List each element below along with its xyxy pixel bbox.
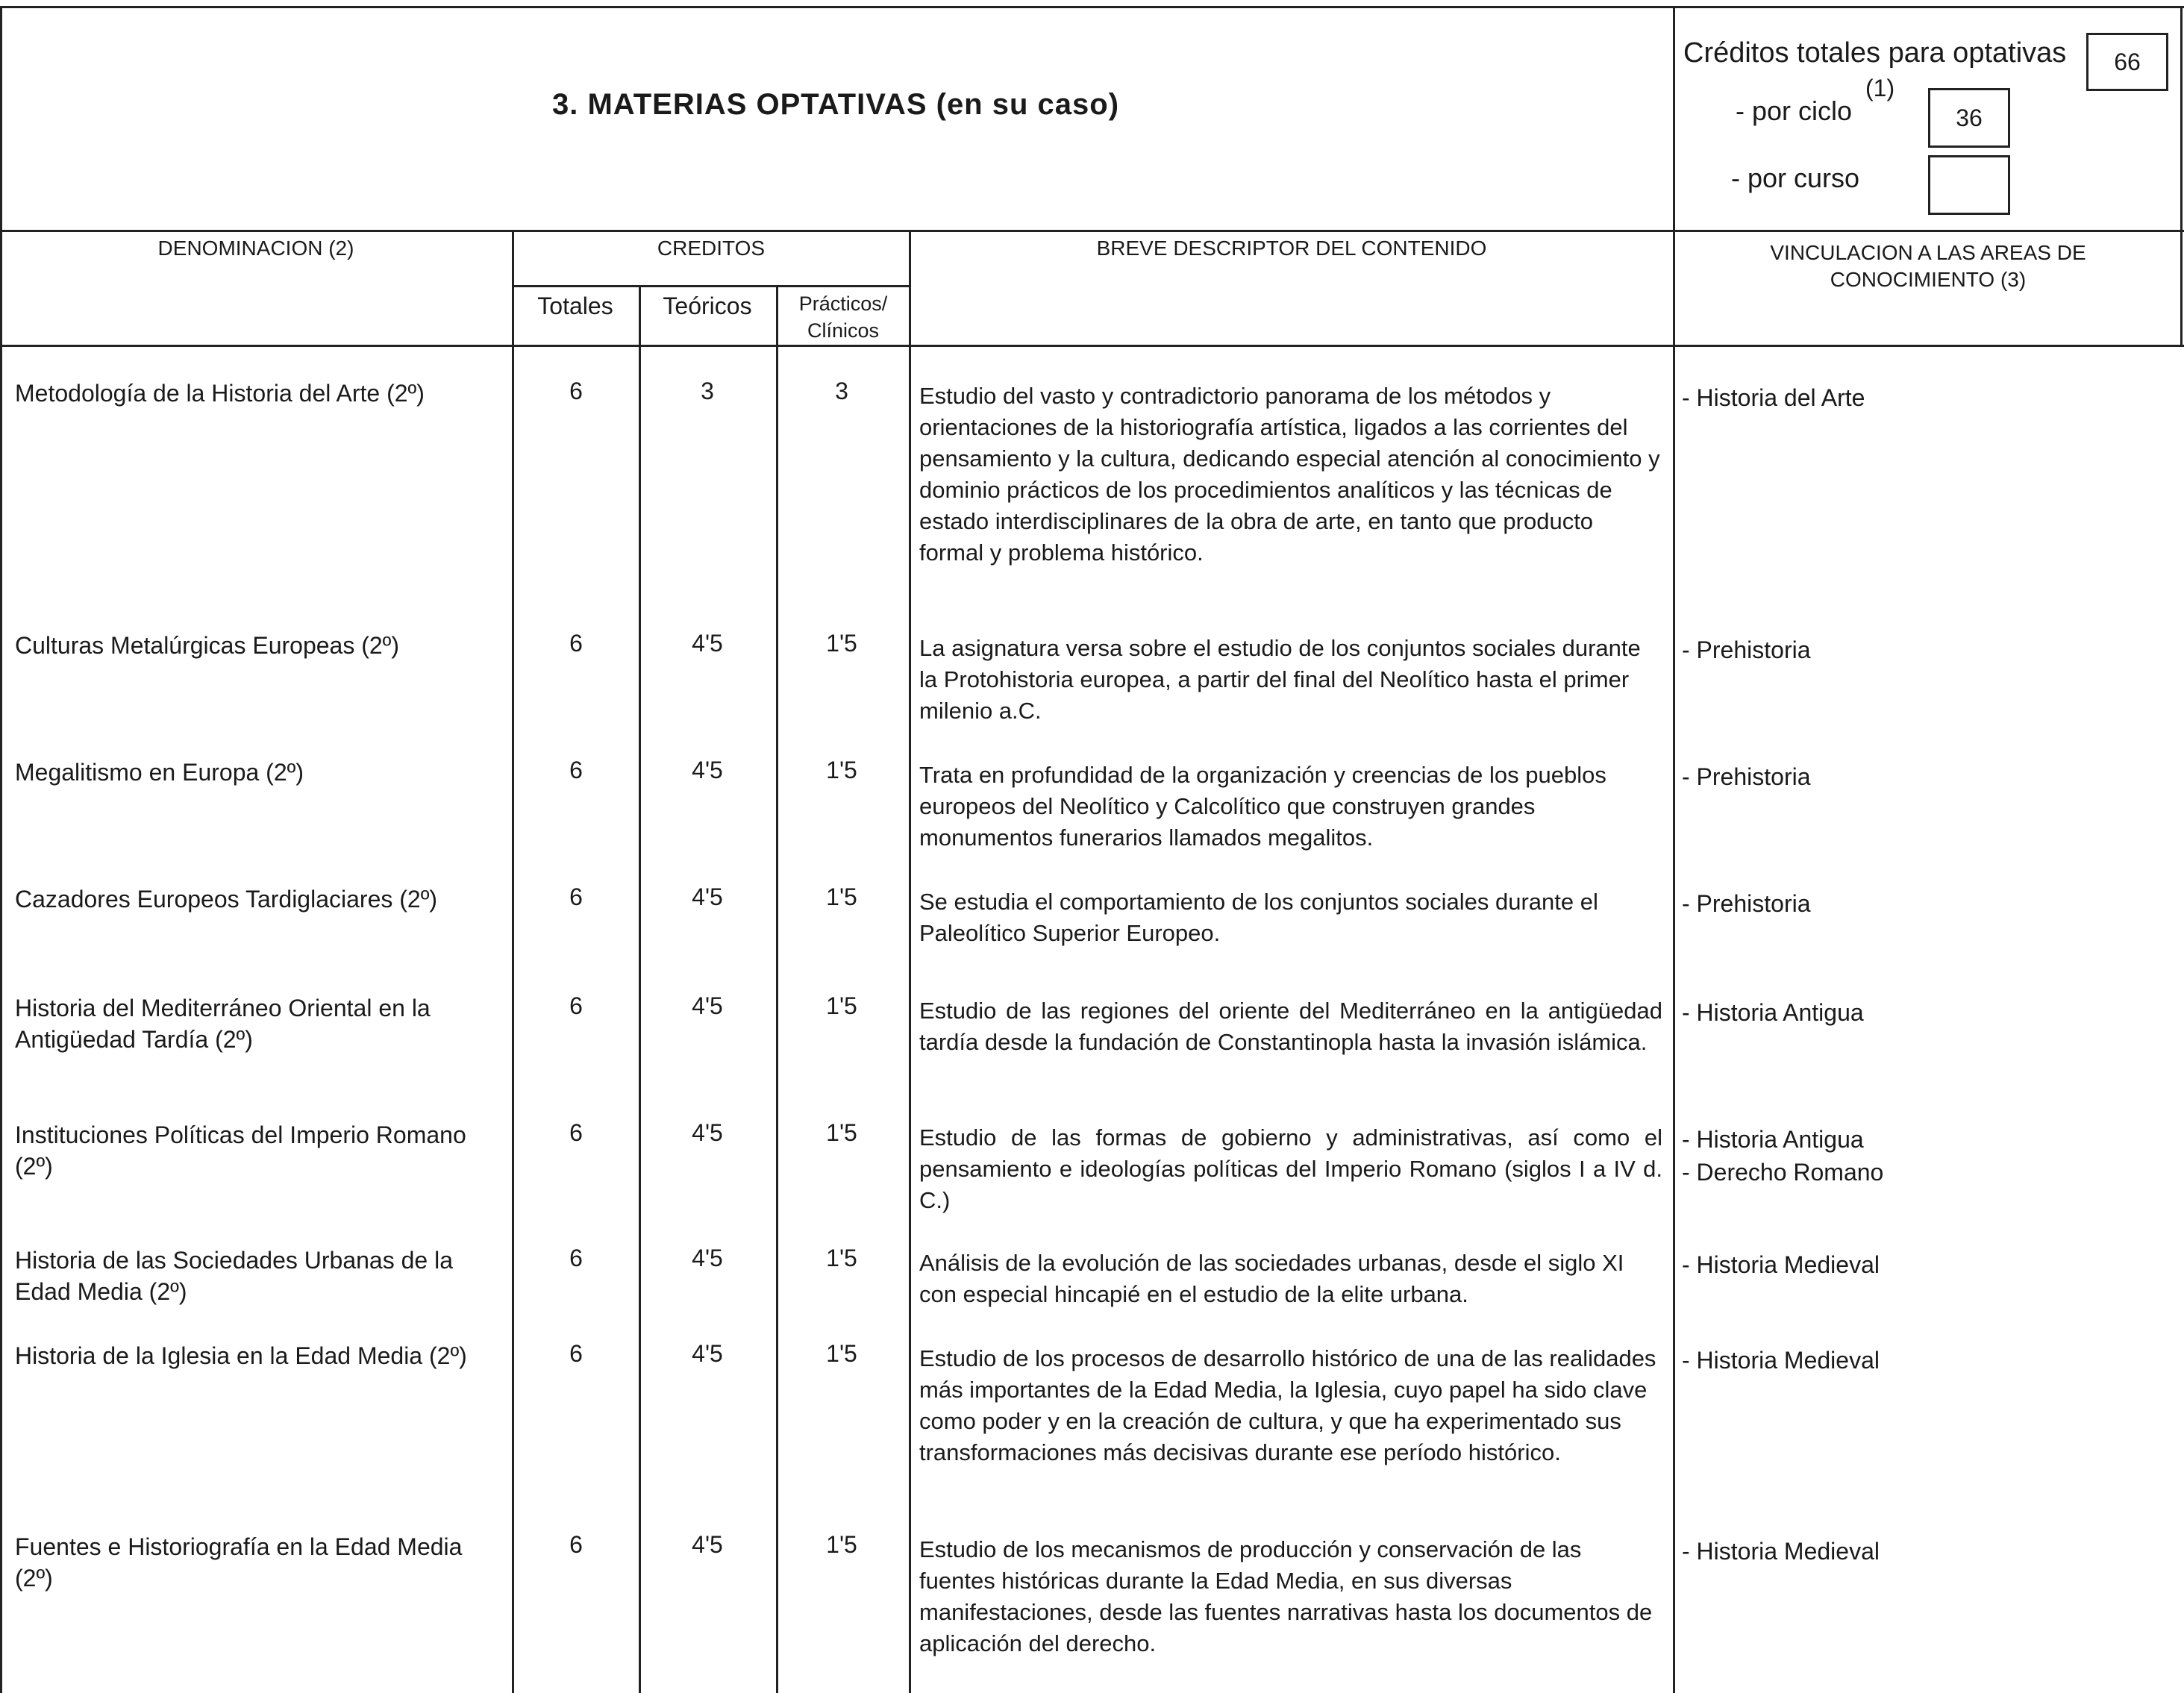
- credits-teoricos: 4'5: [692, 992, 723, 1019]
- knowledge-area: - Historia Antigua: [1682, 999, 1864, 1026]
- credits-teoricos: 3: [701, 378, 714, 404]
- knowledge-area: - Prehistoria: [1682, 890, 1811, 917]
- curso-label: - por curso: [1731, 163, 1860, 193]
- credits-totales: 6: [569, 1531, 583, 1558]
- ciclo-credits-value: 36: [1956, 104, 1983, 131]
- knowledge-area: - Historia Antigua: [1682, 1126, 1864, 1153]
- subject-name: Antigüedad Tardía (2º): [15, 1026, 253, 1053]
- content-descriptor: La asignatura versa sobre el estudio de los conjuntos sociales durante la Protohistoria europea, a partir del final del Neolítico hasta el primer milenio a.C.: [919, 635, 1641, 724]
- curso-credits-box: [1928, 155, 2010, 215]
- credits-practicos: 1'5: [826, 1531, 857, 1558]
- subject-name: Metodología de la Historia del Arte (2º): [15, 380, 425, 407]
- credits-teoricos: 4'5: [692, 883, 723, 910]
- subject-name: Culturas Metalúrgicas Europeas (2º): [15, 632, 400, 659]
- knowledge-area: - Historia Medieval: [1682, 1538, 1880, 1565]
- subject-name: Historia del Mediterráneo Oriental en la: [15, 995, 431, 1021]
- column-header-bottom-line: [0, 345, 2184, 347]
- ciclo-label: - por ciclo: [1736, 96, 1853, 126]
- credits-totales: 6: [569, 1119, 583, 1146]
- header-practicos-line2: Clínicos: [807, 319, 880, 342]
- content-descriptor: Análisis de la evolución de las sociedades urbanas, desde el siglo XI con especial hincapié en el estudio de la elite urbana.: [919, 1250, 1624, 1307]
- col-divider-practicos: [909, 230, 911, 1693]
- subject-name: Megalitismo en Europa (2º): [15, 759, 304, 786]
- credits-practicos: 1'5: [826, 1340, 857, 1367]
- content-descriptor: Estudio de las regiones del oriente del Mediterráneo en la antigüedad tardía desde la fundación de Constantinopla hasta la invasión islámica.: [919, 998, 1662, 1055]
- content-descriptor: Se estudia el comportamiento de los conjuntos sociales durante el Paleolítico Superior Europeo.: [919, 889, 1598, 946]
- content-descriptor: Trata en profundidad de la organización y creencias de los pueblos europeos del Neolítico y Calcolítico que construyen grandes monumentos funerarios llamados megalitos.: [919, 762, 1606, 851]
- col-divider-descriptor: [1673, 230, 1675, 1693]
- content-descriptor: Estudio de las formas de gobierno y administrativas, así como el pensamiento e ideologías políticas del Imperio Romano (siglos I a IV d. C.): [919, 1124, 1662, 1213]
- ciclo-credits-box: [1928, 88, 2010, 148]
- credits-totales: 6: [569, 1340, 583, 1367]
- col-divider-denominacion: [512, 230, 514, 1693]
- header-denominacion: DENOMINACION (2): [157, 237, 354, 260]
- credits-teoricos: 4'5: [692, 1531, 723, 1558]
- page-title: 3. MATERIAS OPTATIVAS (en su caso): [552, 88, 1120, 121]
- credits-practicos: 1'5: [826, 1119, 857, 1146]
- content-descriptor: Estudio de los mecanismos de producción y conservación de las fuentes históricas durante la Edad Media, en sus diversas manifestaciones, desde las fuentes narrativas hasta los documentos de aplicación del derecho.: [919, 1536, 1653, 1656]
- header-totales: Totales: [537, 292, 613, 319]
- credits-totales: 6: [569, 883, 583, 910]
- credits-practicos: 1'5: [826, 992, 857, 1019]
- total-credits-box: [2086, 33, 2168, 91]
- header-bottom-line: [0, 230, 2184, 232]
- credits-practicos: 1'5: [826, 883, 857, 910]
- header-vinculacion-line2: CONOCIMIENTO (3): [1830, 268, 2027, 291]
- col-divider-teoricos: [776, 285, 778, 1693]
- knowledge-area: - Prehistoria: [1682, 636, 1811, 663]
- knowledge-area: - Historia del Arte: [1682, 384, 1865, 411]
- credits-totales: 6: [569, 757, 583, 783]
- subject-name: (2º): [15, 1153, 53, 1180]
- credits-panel-divider: [1673, 6, 1675, 231]
- knowledge-area: - Prehistoria: [1682, 763, 1811, 790]
- frame-right-line: [2180, 6, 2183, 345]
- subject-name: Fuentes e Historiografía en la Edad Media: [15, 1533, 463, 1560]
- credits-totales: 6: [569, 378, 583, 404]
- knowledge-area: - Historia Medieval: [1682, 1251, 1880, 1278]
- credits-practicos: 1'5: [826, 630, 857, 657]
- header-teoricos: Teóricos: [663, 292, 752, 319]
- credits-practicos: 3: [835, 378, 848, 404]
- subject-name: Cazadores Europeos Tardiglaciares (2º): [15, 886, 438, 913]
- subject-name: Edad Media (2º): [15, 1278, 187, 1305]
- header-vinculacion-line1: VINCULACION A LAS AREAS DE: [1770, 241, 2086, 264]
- credits-teoricos: 4'5: [692, 630, 723, 657]
- total-credits-label: Créditos totales para optativas: [1683, 37, 2067, 69]
- subject-name: Historia de las Sociedades Urbanas de la: [15, 1247, 453, 1274]
- credits-teoricos: 4'5: [692, 1340, 723, 1367]
- total-credits-value: 66: [2114, 48, 2141, 75]
- credits-totales: 6: [569, 992, 583, 1019]
- credits-teoricos: 4'5: [692, 757, 723, 783]
- header-practicos-line1: Prácticos/: [798, 292, 888, 315]
- credits-practicos: 1'5: [826, 1245, 857, 1271]
- creditos-sub-line: [512, 285, 910, 287]
- frame-top-line: [0, 6, 2184, 8]
- credits-practicos: 1'5: [826, 757, 857, 783]
- header-descriptor: BREVE DESCRIPTOR DEL CONTENIDO: [1096, 237, 1487, 260]
- credits-totales: 6: [569, 1245, 583, 1271]
- col-divider-totales: [639, 285, 641, 1693]
- credits-teoricos: 4'5: [692, 1119, 723, 1146]
- content-descriptor: Estudio del vasto y contradictorio panorama de los métodos y orientaciones de la historiografía artística, ligados a las corrientes del pensamiento y la cultura, dedicando especial atención al conocimiento y dominio prácticos de los procedimientos analíticos y las técnicas de estado interdisciplinares de la obra de arte, en tanto que producto formal y problema histórico.: [919, 383, 1660, 566]
- subject-name: Historia de la Iglesia en la Edad Media (2º): [15, 1342, 467, 1369]
- header-creditos: CREDITOS: [657, 237, 766, 260]
- subject-name: (2º): [15, 1565, 53, 1592]
- knowledge-area: - Derecho Romano: [1682, 1159, 1884, 1186]
- credits-totales: 6: [569, 630, 583, 657]
- knowledge-area: - Historia Medieval: [1682, 1347, 1880, 1374]
- credits-teoricos: 4'5: [692, 1245, 723, 1271]
- ciclo-note: (1): [1865, 75, 1895, 101]
- subject-name: Instituciones Políticas del Imperio Romano: [15, 1121, 466, 1148]
- content-descriptor: Estudio de los procesos de desarrollo histórico de una de las realidades más importantes de la Edad Media, la Iglesia, cuyo papel ha sido clave como poder y en la creación de cultura, y que ha experimentado sus transformaciones más decisivas durante ese período histórico.: [919, 1345, 1656, 1465]
